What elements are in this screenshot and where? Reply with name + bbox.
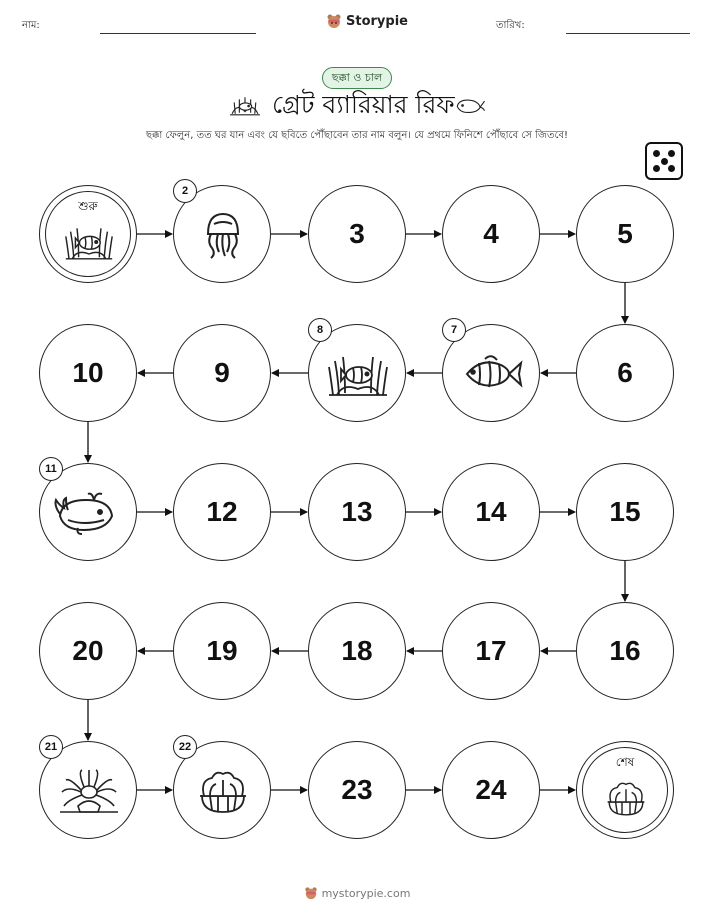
footer	[0, 886, 714, 900]
sea-anemone-icon	[54, 766, 124, 816]
board-cell-12	[173, 463, 271, 561]
brand-name: Storypie	[346, 13, 408, 29]
instructions: ছক্কা ফেলুন, তত ঘর যান এবং যে ছবিতে পৌঁছাবেন তার নাম বলুন। যে প্রথমে ফিনিশে পৌঁছাবে সে জিতবে!	[145, 130, 569, 141]
cell-badge: 8	[308, 318, 332, 342]
end-label: শেষ	[615, 755, 635, 769]
name-label: নাম:	[22, 20, 40, 31]
storypie-footer-logo-icon	[304, 886, 318, 900]
anemone-fish-icon	[59, 222, 119, 262]
cell-number: 23	[341, 774, 373, 805]
date-line[interactable]	[566, 33, 690, 34]
board-cell-4	[442, 185, 540, 283]
cell-number: 10	[72, 357, 104, 388]
cell-number: 14	[475, 496, 507, 527]
name-line[interactable]	[100, 33, 256, 34]
start-label: শুরু	[78, 199, 98, 213]
board-cell-19	[173, 602, 271, 700]
game-type-badge: ছক্কা ও চাল	[322, 67, 392, 89]
fish-icon	[457, 349, 527, 399]
die-icon	[645, 142, 683, 180]
board-cell-17	[442, 602, 540, 700]
cell-number: 15	[609, 496, 641, 527]
cell-number: 18	[341, 635, 373, 666]
cell-number: 24	[475, 774, 507, 805]
board-cell-9	[173, 324, 271, 422]
cell-number: 9	[214, 357, 230, 388]
page-title: গ্রেট ব্যারিয়ার রিফ	[272, 90, 455, 119]
board-cell-3	[308, 185, 406, 283]
board-cell-5	[576, 185, 674, 283]
cell-number: 3	[349, 218, 365, 249]
cell-badge: 2	[173, 179, 197, 203]
jellyfish-icon	[188, 210, 258, 260]
board-cell-23	[308, 741, 406, 839]
cell-number: 5	[617, 218, 633, 249]
cell-number: 13	[341, 496, 373, 527]
clam-icon	[596, 778, 656, 818]
cell-badge: 22	[173, 735, 197, 759]
cell-badge: 7	[442, 318, 466, 342]
board-cell-16	[576, 602, 674, 700]
anemone-fish-icon	[323, 349, 393, 399]
board-cell-24	[442, 741, 540, 839]
cell-number: 20	[72, 635, 104, 666]
cell-badge: 11	[39, 457, 63, 481]
cell-number: 6	[617, 357, 633, 388]
board-cell-18	[308, 602, 406, 700]
whale-icon	[54, 488, 124, 538]
clam-icon	[188, 766, 258, 816]
storypie-logo-icon	[326, 13, 342, 29]
board-cell-13	[308, 463, 406, 561]
cell-badge: 21	[39, 735, 63, 759]
start-cell	[39, 185, 137, 283]
board-cell-6	[576, 324, 674, 422]
cell-number: 16	[609, 635, 641, 666]
cell-number: 19	[206, 635, 238, 666]
footer-url[interactable]: mystorypie.com	[321, 886, 411, 900]
board-cell-14	[442, 463, 540, 561]
board-cell-15	[576, 463, 674, 561]
cell-number: 12	[206, 496, 238, 527]
brand	[326, 13, 408, 29]
reef-title-icon	[227, 90, 263, 120]
board-cell-10	[39, 324, 137, 422]
whale-title-icon	[454, 94, 486, 116]
cell-number: 17	[475, 635, 507, 666]
end-cell	[576, 741, 674, 839]
board-cell-20	[39, 602, 137, 700]
cell-number: 4	[483, 218, 499, 249]
date-label: তারিখ:	[496, 20, 525, 31]
